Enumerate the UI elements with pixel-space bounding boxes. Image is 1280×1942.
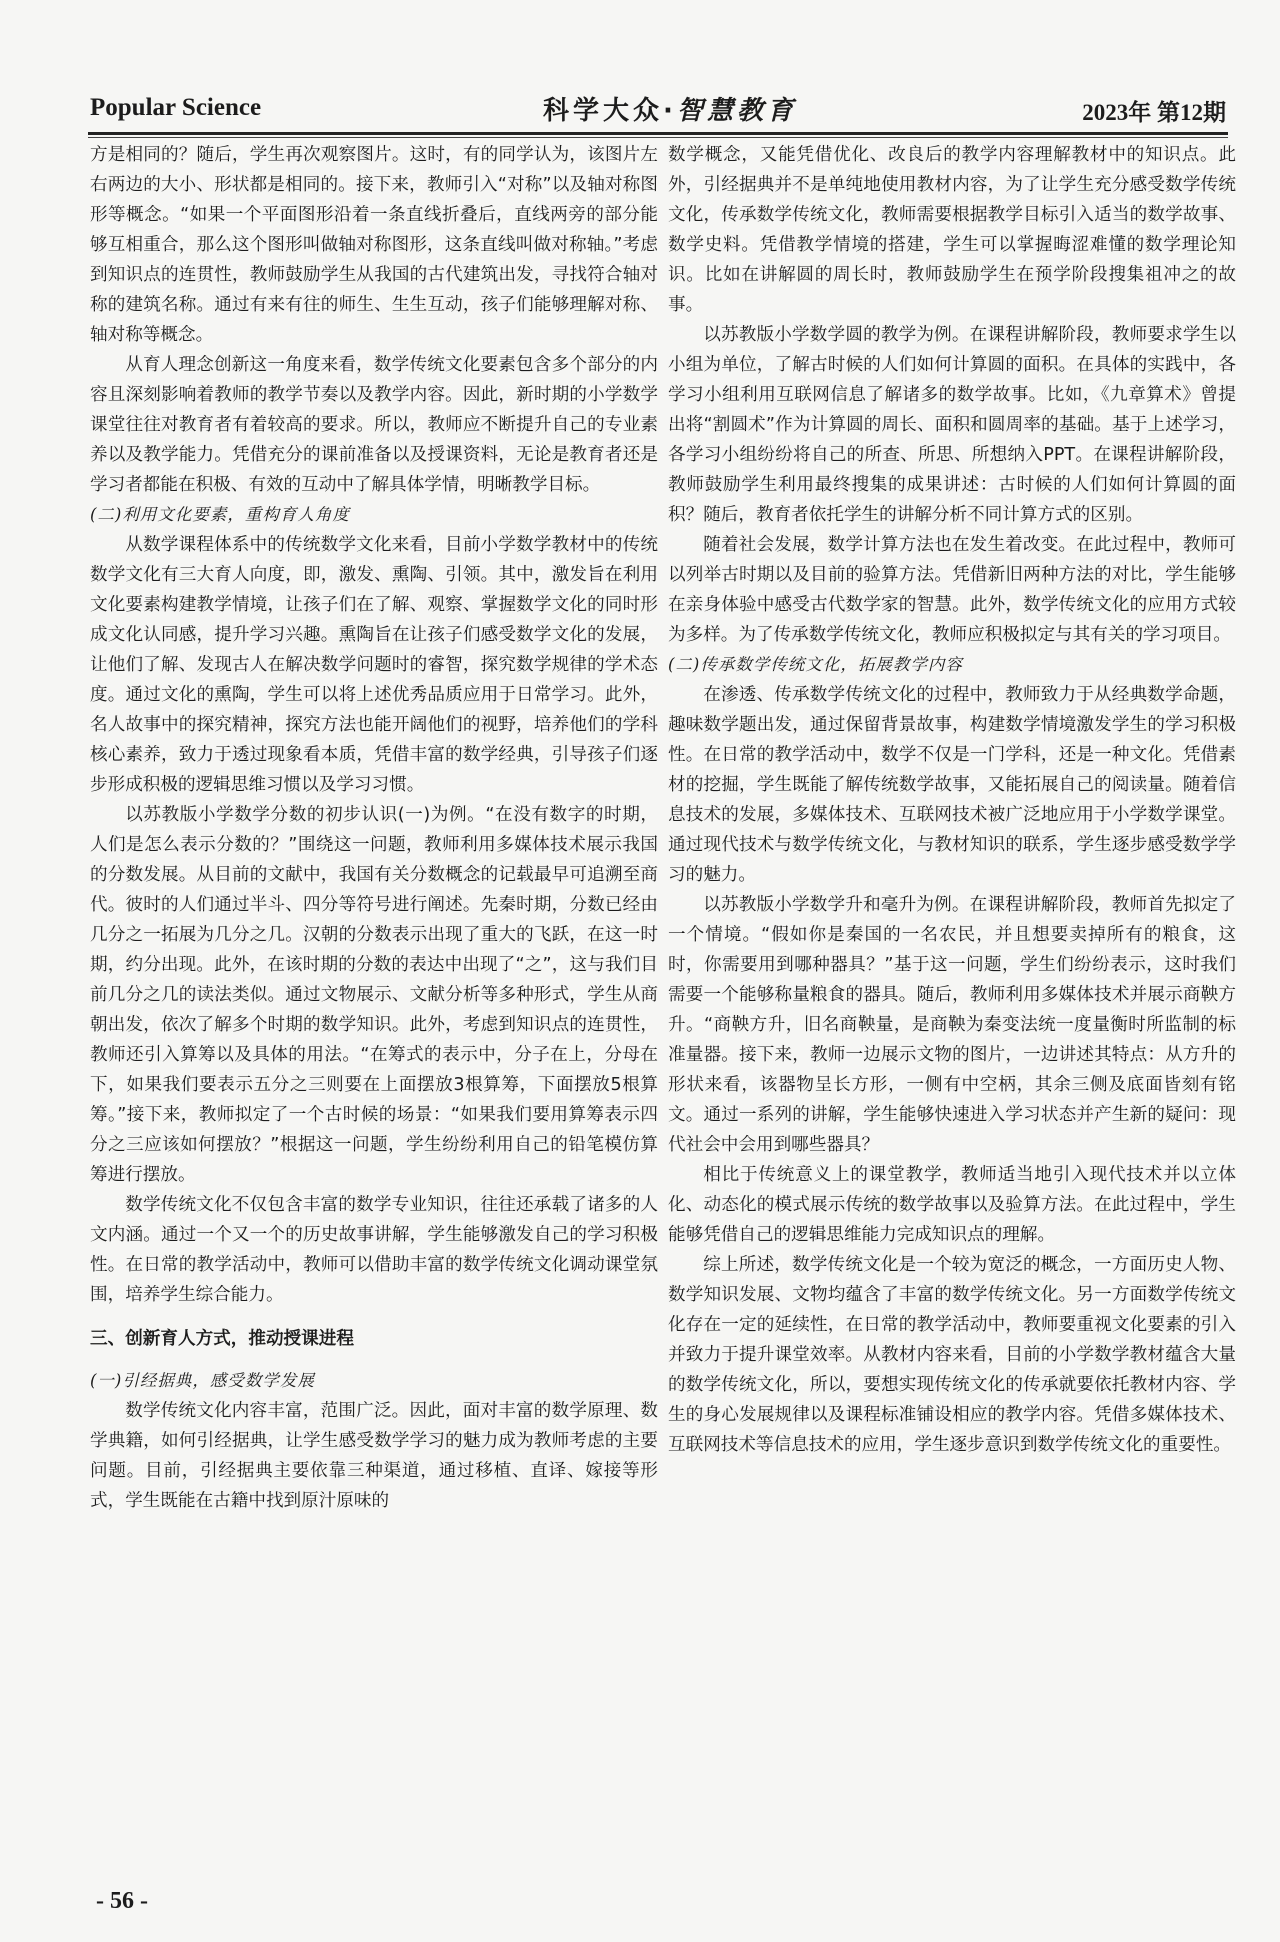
journal-title-main: 科学大众·	[543, 96, 677, 126]
paragraph: 以苏教版小学数学圆的教学为例。在课程讲解阶段，教师要求学生以小组为单位，了解古时候的人们如何计算圆的面积。在具体的实践中，各学习小组利用互联网信息了解诸多的数学故事。比如，《九章算术》曾提出将“割圆术”作为计算圆的周长、面积和圆周率的基础。基于上述学习，各学习小组纷纷将自己的所查、所思、所想纳入PPT。在课程讲解阶段，教师鼓励学生利用最终搜集的成果讲述：古时候的人们如何计算圆的面积？随后，教育者依托学生的讲解分析不同计算方式的区别。	[668, 325, 1236, 525]
paragraph: 相比于传统意义上的课堂教学，教师适当地引入现代技术并以立体化、动态化的模式展示传统的数学故事以及验算方法。在此过程中，学生能够凭借自己的逻辑思维能力完成知识点的理解。	[668, 1165, 1236, 1245]
paragraph: 在渗透、传承数学传统文化的过程中，教师致力于从经典数学命题，趣味数学题出发，通过保留背景故事，构建数学情境激发学生的学习积极性。在日常的教学活动中，数学不仅是一门学科，还是一种文化。凭借素材的挖掘，学生既能了解传统数学故事，又能拓展自己的阅读量。随着信息技术的发展，多媒体技术、互联网技术被广泛地应用于小学数学课堂。通过现代技术与数学传统文化，与教材知识的联系，学生逐步感受数学学习的魅力。	[668, 685, 1236, 885]
journal-title-section: 智慧教育	[676, 96, 797, 126]
page-number: - 56 -	[96, 1888, 148, 1914]
paragraph: 随着社会发展，数学计算方法也在发生着改变。在此过程中，教师可以列举古时期以及目前的验算方法。凭借新旧两种方法的对比，学生能够在亲身体验中感受古代数学家的智慧。此外，数学传统文化的应用方式较为多样。为了传承数学传统文化，教师应积极拟定与其有关的学习项目。	[668, 535, 1236, 645]
paragraph: 从数学课程体系中的传统数学文化来看，目前小学数学教材中的传统数学文化有三大育人向度，即，激发、熏陶、引领。其中，激发旨在利用文化要素构建教学情境，让孩子们在了解、观察、掌握数学文化的同时形成文化认同感，提升学习兴趣。熏陶旨在让孩子们感受数学文化的发展，让他们了解、发现古人在解决数学问题时的睿智，探究数学规律的学术态度。通过文化的熏陶，学生可以将上述优秀品质应用于日常学习。此外，名人故事中的探究精神，探究方法也能开阔他们的视野，培养他们的学科核心素养，致力于透过现象看本质，凭借丰富的数学经典，引导孩子们逐步形成积极的逻辑思维习惯以及学习习惯。	[90, 535, 658, 795]
paragraph: 从育人理念创新这一角度来看，数学传统文化要素包含多个部分的内容且深刻影响着教师的教学节奏以及教学内容。因此，新时期的小学数学课堂往往对教育者有着较高的要求。所以，教师应不断提升自己的专业素养以及教学能力。凭借充分的课前准备以及授课资料，无论是教育者还是学习者都能在积极、有效的互动中了解具体学情，明晰教学目标。	[90, 355, 658, 495]
paragraph: 方是相同的？随后，学生再次观察图片。这时，有的同学认为，该图片左右两边的大小、形状都是相同的。接下来，教师引入“对称”以及轴对称图形等概念。“如果一个平面图形沿着一条直线折叠后，直线两旁的部分能够互相重合，那么这个图形叫做轴对称图形，这条直线叫做对称轴。”考虑到知识点的连贯性，教师鼓励学生从我国的古代建筑出发，寻找符合轴对称的建筑名称。通过有来有往的师生、生生互动，孩子们能够理解对称、轴对称等概念。	[90, 145, 658, 345]
header-rule-thick	[88, 132, 1228, 135]
journal-english-title: Popular Science	[90, 94, 262, 121]
paragraph: 以苏教版小学数学升和毫升为例。在课程讲解阶段，教师首先拟定了一个情境。“假如你是秦国的一名农民，并且想要卖掉所有的粮食，这时，你需要用到哪种器具？”基于这一问题，学生们纷纷表示，这时我们需要一个能够称量粮食的器具。随后，教师利用多媒体技术并展示商鞅方升。“商鞅方升，旧名商鞅量，是商鞅为秦变法统一度量衡时所监制的标准量器。接下来，教师一边展示文物的图片，一边讲述其特点：从方升的形状来看，该器物呈长方形，一侧有中空柄，其余三侧及底面皆刻有铭文。通过一系列的讲解，学生能够快速进入学习状态并产生新的疑问：现代社会中会用到哪些器具？	[668, 895, 1236, 1155]
right-column	[668, 140, 1236, 1460]
header-rule-thin	[88, 137, 1228, 138]
paragraph: 数学概念，又能凭借优化、改良后的教学内容理解教材中的知识点。此外，引经据典并不是单纯地使用教材内容，为了让学生充分感受数学传统文化，传承数学传统文化，教师需要根据教学目标引入适当的数学故事、数学史料。凭借教学情境的搭建，学生可以掌握晦涩难懂的数学理论知识。比如在讲解圆的周长时，教师鼓励学生在预学阶段搜集祖冲之的故事。	[668, 145, 1236, 315]
section-heading: 三、创新育人方式，推动授课进程	[90, 1329, 354, 1349]
subsection-heading: (一)引经据典，感受数学发展	[90, 1371, 315, 1390]
subsection-heading: (二)传承数学传统文化，拓展教学内容	[668, 655, 963, 674]
running-header	[90, 90, 1226, 132]
paragraph: 数学传统文化内容丰富，范围广泛。因此，面对丰富的数学原理、数学典籍，如何引经据典，让学生感受数学学习的魅力成为教师考虑的主要问题。目前，引经据典主要依靠三种渠道，通过移植、直译、嫁接等形式，学生既能在古籍中找到原汁原味的	[90, 1401, 658, 1511]
left-column	[90, 140, 658, 1516]
paragraph: 以苏教版小学数学分数的初步认识(一)为例。“在没有数字的时期，人们是怎么表示分数的？”围绕这一问题，教师利用多媒体技术展示我国的分数发展。从目前的文献中，我国有关分数概念的记载最早可追溯至商代。彼时的人们通过半斗、四分等符号进行阐述。先秦时期，分数已经由几分之一拓展为几分之几。汉朝的分数表示出现了重大的飞跃，在这一时期，约分出现。此外，在该时期的分数的表达中出现了“之”，这与我们目前几分之几的读法类似。通过文物展示、文献分析等多种形式，学生从商朝出发，依次了解多个时期的数学知识。此外，考虑到知识点的连贯性，教师还引入算筹以及具体的用法。“在筹式的表示中，分子在上，分母在下，如果我们要表示五分之三则要在上面摆放3根算筹，下面摆放5根算筹。”接下来，教师拟定了一个古时候的场景：“如果我们要用算筹表示四分之三应该如何摆放？”根据这一问题，学生纷纷利用自己的铅笔模仿算筹进行摆放。	[90, 805, 658, 1185]
journal-chinese-title	[520, 90, 820, 127]
subsection-heading: (二)利用文化要素，重构育人角度	[90, 505, 350, 524]
issue-number: 2023年 第12期	[1082, 100, 1226, 125]
paragraph: 数学传统文化不仅包含丰富的数学专业知识，往往还承载了诸多的人文内涵。通过一个又一个的历史故事讲解，学生能够激发自己的学习积极性。在日常的教学活动中，教师可以借助丰富的数学传统文化调动课堂氛围，培养学生综合能力。	[90, 1195, 658, 1305]
paragraph: 综上所述，数学传统文化是一个较为宽泛的概念，一方面历史人物、数学知识发展、文物均蕴含了丰富的数学传统文化。另一方面数学传统文化存在一定的延续性，在日常的教学活动中，教师要重视文化要素的引入并致力于提升课堂效率。从教材内容来看，目前的小学数学教材蕴含大量的数学传统文化，所以，要想实现传统文化的传承就要依托教材内容、学生的身心发展规律以及课程标准铺设相应的教学内容。凭借多媒体技术、互联网技术等信息技术的应用，学生逐步意识到数学传统文化的重要性。	[668, 1255, 1236, 1455]
